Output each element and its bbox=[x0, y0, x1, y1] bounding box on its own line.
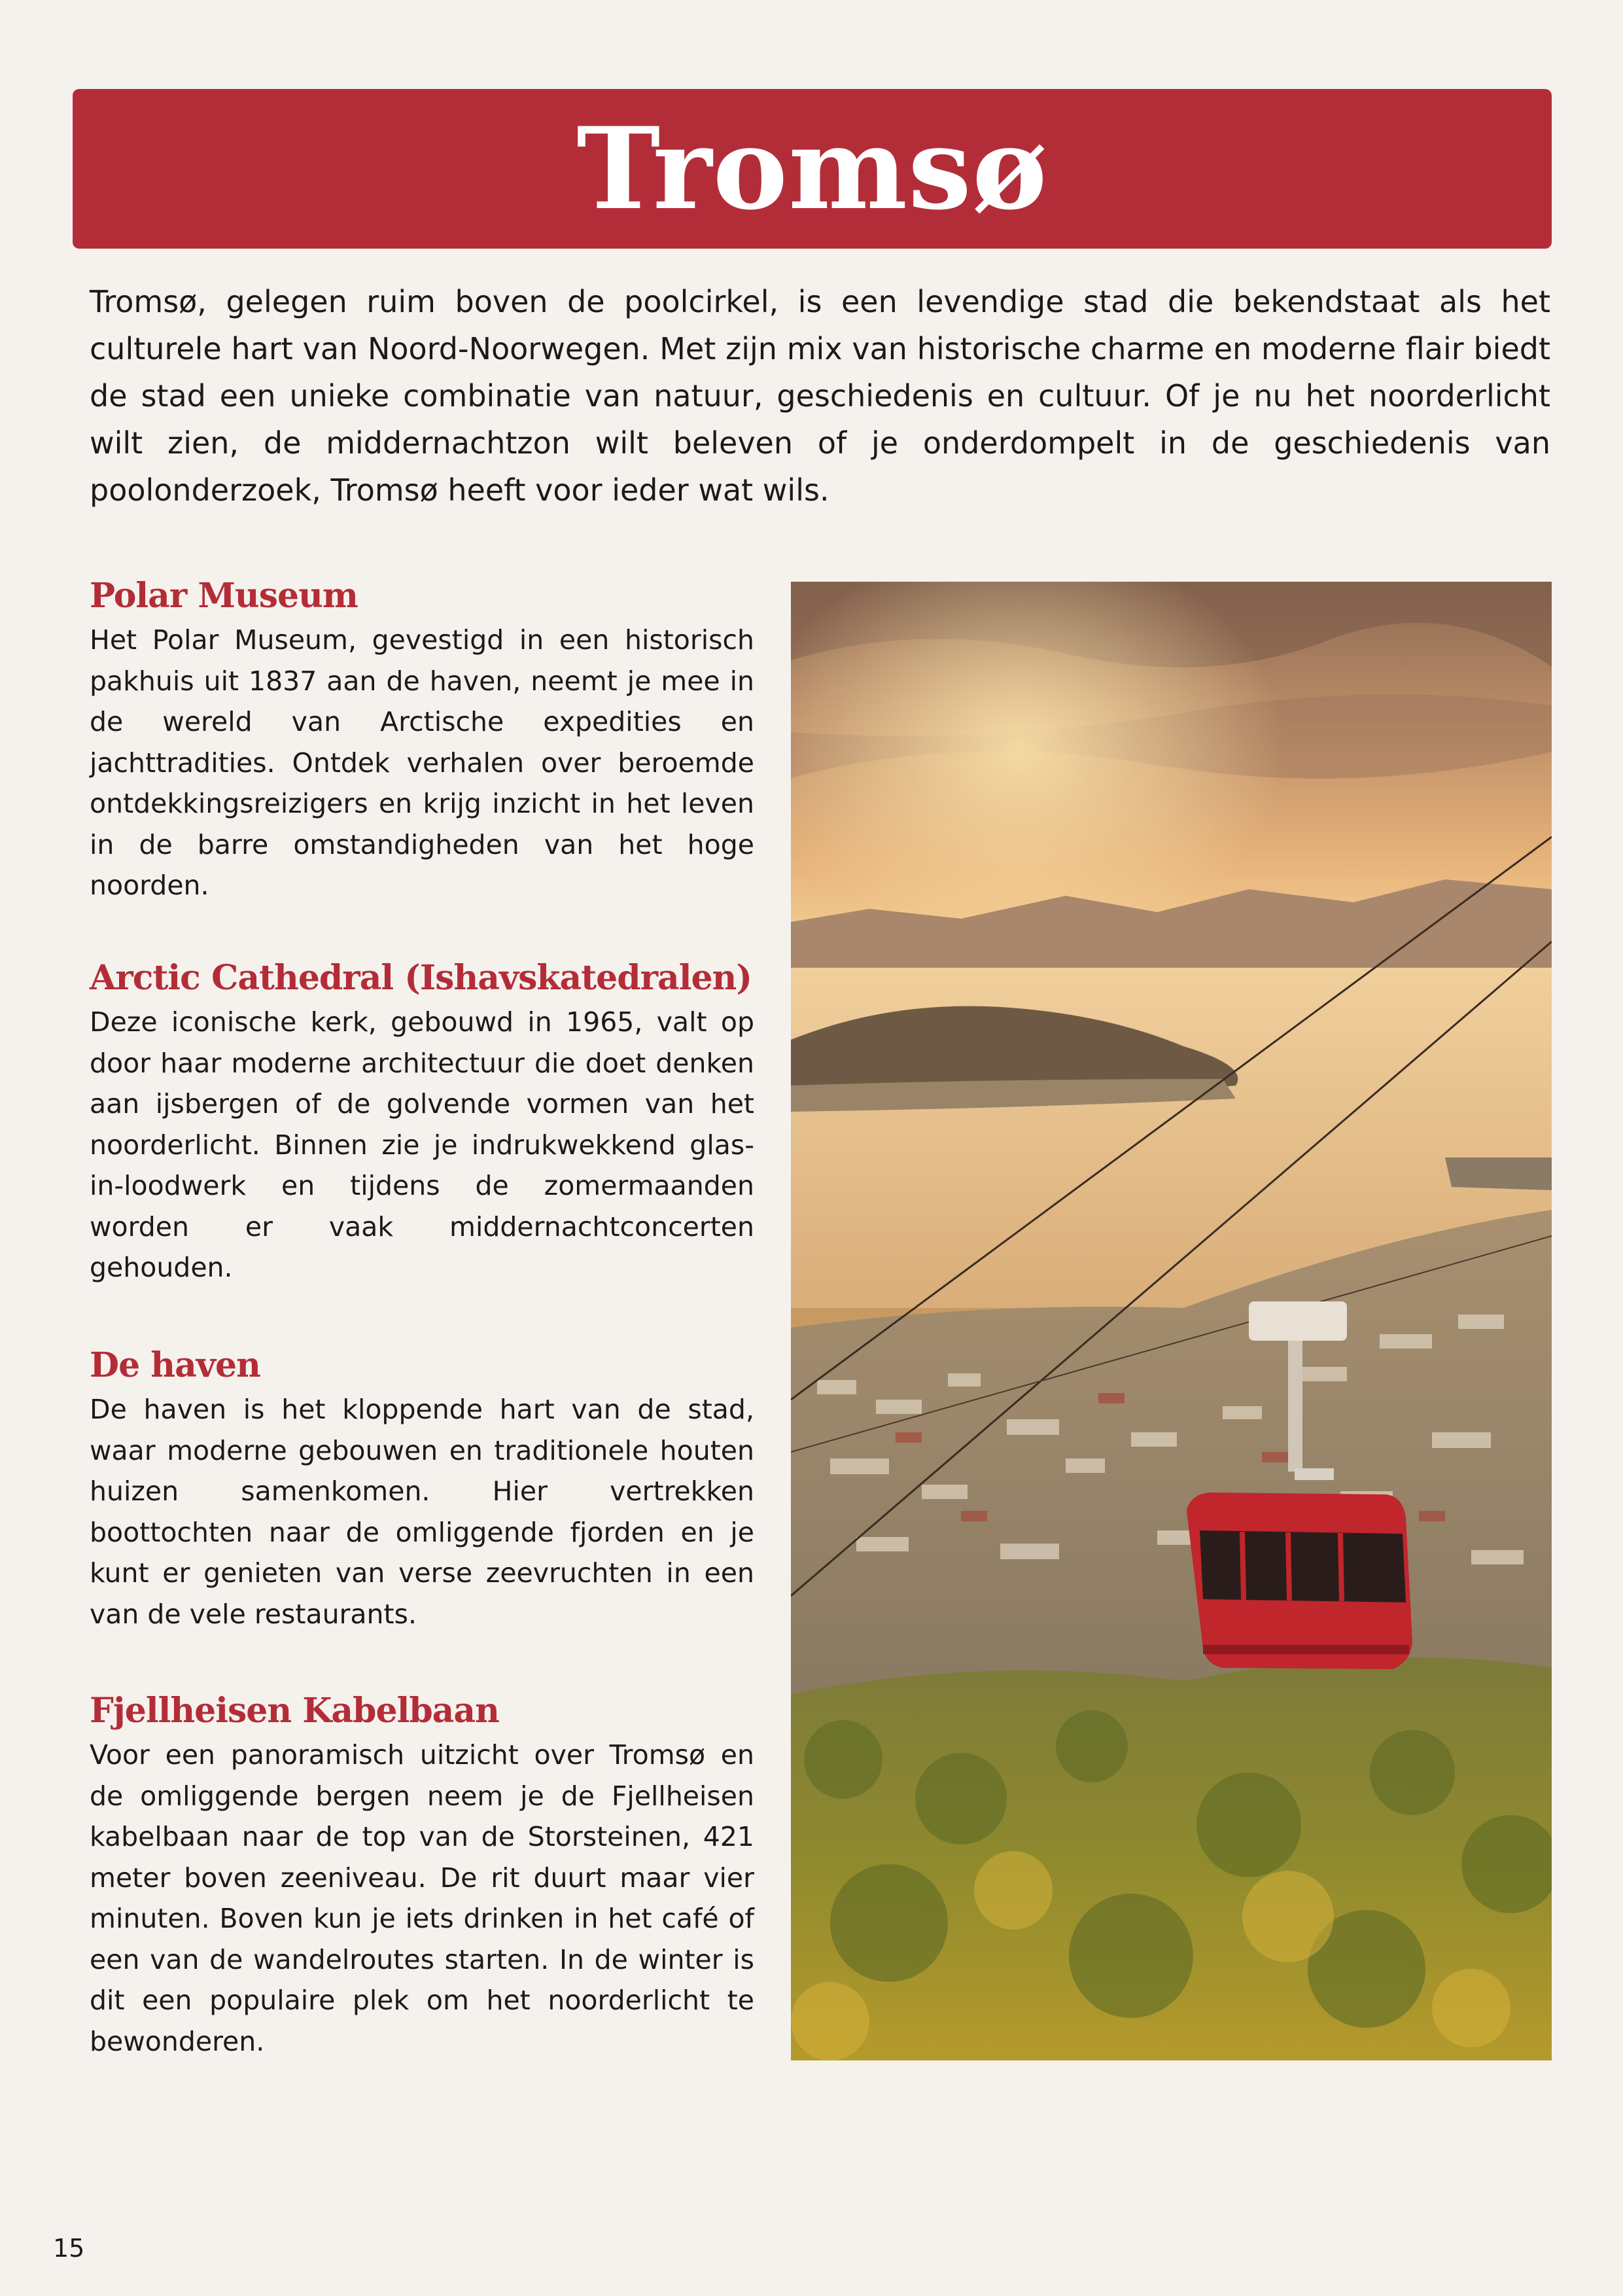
section-arctic-cathedral bbox=[90, 955, 754, 1288]
page-number: 15 bbox=[53, 2234, 85, 2263]
section-heading: De haven bbox=[90, 1345, 260, 1385]
section-body: De haven is het kloppende hart van de stad, waar moderne gebouwen en traditionele houten huizen samenkomen. Hier vertrekken boottochten naar de omliggende fjorden en je kunt er genieten van verse zeevruchten in een van de vele restaurants. bbox=[90, 1394, 754, 1630]
section-body: Deze iconische kerk, gebouwd in 1965, valt op door haar moderne architectuur die doet denken aan ijsbergen of de golvende vormen van het noorderlicht. Binnen zie je indrukwekkend glas-in-loodwerk en tijdens de zomermaanden worden er vaak middernachtconcerten gehouden. bbox=[90, 1006, 754, 1283]
harbour bbox=[1445, 1157, 1552, 1190]
title-banner bbox=[73, 89, 1552, 249]
section-heading: Arctic Cathedral (Ishavskatedralen) bbox=[90, 958, 752, 998]
section-polar-museum bbox=[90, 573, 754, 906]
cable-car-illustration bbox=[791, 582, 1552, 2060]
section-body: Voor een panoramisch uitzicht over Tromsø en de omliggende bergen neem je de Fjellheisen kabelbaan naar de top van de Storsteinen, 421 meter boven zeeniveau. De rit duurt maar vier minuten. Boven kun je iets drinken in het café of een van de wandelroutes starten. In de winter is dit een populaire plek om het noorderlicht te bewonderen. bbox=[90, 1739, 754, 2057]
section-body: Het Polar Museum, gevestigd in een historisch pakhuis uit 1837 aan de haven, neemt je mee in de wereld van Arctische expedities en jachttradities. Ontdek verhalen over beroemde ontdekkingsreizigers en krijg inzicht in het leven in de barre omstandigheden van het hoge noorden. bbox=[90, 624, 754, 901]
cable-car-photo bbox=[791, 582, 1552, 2060]
page-title: Tromsø bbox=[576, 102, 1048, 235]
section-de-haven bbox=[90, 1342, 754, 1634]
section-heading: Polar Museum bbox=[90, 576, 358, 616]
section-heading: Fjellheisen Kabelbaan bbox=[90, 1691, 499, 1731]
section-fjellheisen bbox=[90, 1687, 754, 2062]
intro-paragraph: Tromsø, gelegen ruim boven de poolcirkel, is een levendige stad die bekendstaat als het culturele hart van Noord-Noorwegen. Met zijn mix van historische charme en moderne flair biedt de stad een unieke combinatie van natuur, geschiedenis en cultuur. Of je nu het noorderlicht wilt zien, de middernachtzon wilt beleven of je onderdompelt in de geschiedenis van poolonderzoek, Tromsø heeft voor ieder wat wils. bbox=[90, 284, 1550, 508]
